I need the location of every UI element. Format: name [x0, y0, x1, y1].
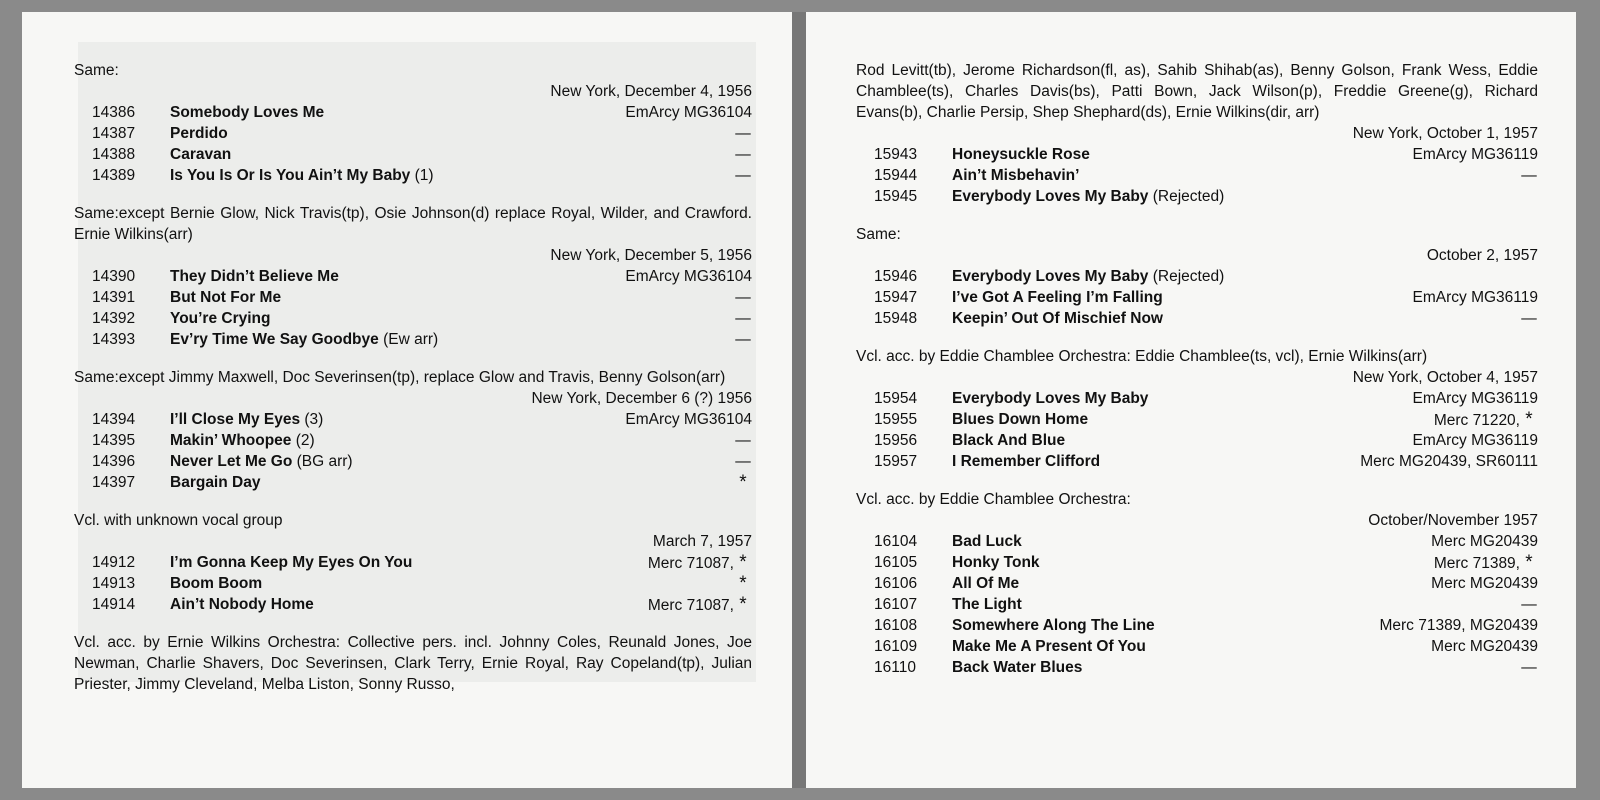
session-header: Same:except Jimmy Maxwell, Doc Severinsen(tp), replace Glow and Travis, Benny Golson(arr) — [74, 369, 726, 386]
matrix-number: 14912 — [92, 554, 136, 571]
track-title: Boom Boom — [170, 575, 263, 592]
book-spine — [792, 12, 806, 788]
track-row — [856, 451, 1538, 472]
track-title: Honky Tonk — [952, 554, 1040, 571]
issue-info — [1413, 144, 1538, 165]
track-title: Honeysuckle Rose — [952, 146, 1090, 163]
track-title-group — [952, 531, 1022, 552]
session-block — [74, 203, 752, 350]
track-title-group — [170, 594, 314, 615]
issue-info — [734, 472, 752, 494]
track-title-group — [952, 144, 1090, 165]
track-title: The Light — [952, 596, 1022, 613]
right-page — [806, 12, 1576, 788]
same-issue-dash: — — [735, 310, 751, 327]
issue-info — [734, 430, 752, 451]
track-title: Makin’ Whoopee — [170, 432, 292, 449]
track-title-group — [952, 451, 1100, 472]
track-title-group — [952, 409, 1088, 430]
track-title-group — [170, 409, 323, 430]
matrix-number: 15946 — [874, 268, 918, 285]
track-title: Never Let Me Go — [170, 453, 293, 470]
session-place-date: New York, December 4, 1956 — [550, 83, 752, 100]
track-title-group — [170, 329, 438, 350]
issue-info — [1434, 552, 1538, 574]
track-row — [74, 144, 752, 165]
track-title-group — [170, 144, 231, 165]
issue-catalog: EmArcy MG36104 — [625, 104, 752, 121]
track-title: Keepin’ Out Of Mischief Now — [952, 310, 1163, 327]
track-row — [74, 451, 752, 472]
matrix-number: 15957 — [874, 453, 918, 470]
session-header: Vcl. acc. by Eddie Chamblee Orchestra: — [856, 491, 1131, 508]
issue-info — [648, 552, 752, 574]
session-header: Same:except Bernie Glow, Nick Travis(tp), Osie Johnson(d) replace Royal, Wilder, and Crawford. Ernie Wilkins(arr) — [74, 205, 752, 243]
same-issue-dash: — — [735, 146, 751, 163]
track-title: Black And Blue — [952, 432, 1066, 449]
track-title: But Not For Me — [170, 289, 282, 306]
left-page — [22, 12, 792, 788]
track-title: Everybody Loves My Baby — [952, 390, 1149, 407]
matrix-number: 15954 — [874, 390, 918, 407]
issue-info — [1434, 409, 1538, 431]
matrix-number: 14393 — [92, 331, 136, 348]
track-title-group — [952, 552, 1040, 573]
track-title-group — [170, 472, 260, 493]
session-header: Vcl. with unknown vocal group — [74, 512, 283, 529]
matrix-number: 15948 — [874, 310, 918, 327]
matrix-number: 14396 — [92, 453, 136, 470]
track-title: Somewhere Along The Line — [952, 617, 1155, 634]
track-title-group — [170, 308, 270, 329]
issue-info — [734, 329, 752, 350]
session-place-date: March 7, 1957 — [652, 533, 752, 550]
same-issue-dash: — — [1521, 596, 1537, 613]
session-block — [856, 346, 1538, 472]
issue-info — [1413, 287, 1538, 308]
track-title: Ain’t Misbehavin’ — [952, 167, 1080, 184]
same-issue-dash: — — [735, 331, 751, 348]
track-title-group — [170, 102, 324, 123]
track-title: I’m Gonna Keep My Eyes On You — [170, 554, 413, 571]
track-title: Back Water Blues — [952, 659, 1083, 676]
issue-info — [1379, 615, 1538, 636]
matrix-number: 15943 — [874, 146, 918, 163]
issue-catalog: Merc 71087, — [647, 555, 734, 572]
issue-info — [734, 165, 752, 186]
track-title: Ain’t Nobody Home — [170, 596, 314, 613]
track-row — [856, 388, 1538, 409]
session-block — [856, 60, 1538, 207]
issue-info — [1520, 308, 1538, 329]
track-title-group — [952, 657, 1082, 678]
track-row — [74, 123, 752, 144]
track-row — [856, 636, 1538, 657]
track-row — [74, 472, 752, 493]
track-row — [856, 409, 1538, 430]
track-row — [856, 186, 1538, 207]
session-block — [74, 60, 752, 186]
track-row — [856, 165, 1538, 186]
matrix-number: 15944 — [874, 167, 918, 184]
issue-catalog: EmArcy MG36104 — [625, 268, 752, 285]
matrix-number: 14392 — [92, 310, 136, 327]
session-block — [74, 510, 752, 615]
track-title-group — [952, 573, 1019, 594]
issue-info — [625, 266, 752, 287]
matrix-number: 16106 — [874, 575, 918, 592]
track-row — [74, 552, 752, 573]
session-place-date: October 2, 1957 — [1426, 247, 1538, 264]
matrix-number: 15947 — [874, 289, 918, 306]
issue-info — [1520, 657, 1538, 678]
track-title: Bargain Day — [170, 474, 261, 491]
issue-catalog: Merc MG20439, SR60111 — [1360, 453, 1538, 470]
issue-info — [734, 123, 752, 144]
track-row — [74, 266, 752, 287]
session-place-date: New York, December 6 (?) 1956 — [531, 390, 752, 407]
matrix-number: 15955 — [874, 411, 918, 428]
session-place-date: New York, December 5, 1956 — [550, 247, 752, 264]
issue-catalog: EmArcy MG36104 — [625, 411, 752, 428]
matrix-number: 16108 — [874, 617, 918, 634]
track-title: Somebody Loves Me — [170, 104, 325, 121]
track-row — [74, 308, 752, 329]
session-place-date: October/November 1957 — [1368, 512, 1538, 529]
track-title-group — [952, 266, 1224, 287]
session-header: Same: — [856, 226, 901, 243]
session-block — [856, 224, 1538, 329]
session-block — [74, 367, 752, 493]
issue-info — [625, 409, 752, 430]
matrix-number: 16105 — [874, 554, 918, 571]
track-title: I’ve Got A Feeling I’m Falling — [952, 289, 1163, 306]
matrix-number: 14389 — [92, 167, 136, 184]
issue-catalog: EmArcy MG36119 — [1412, 432, 1538, 449]
session-place-date: New York, October 1, 1957 — [1352, 125, 1538, 142]
track-row — [856, 573, 1538, 594]
session-block — [74, 632, 752, 695]
track-row — [74, 573, 752, 594]
track-note: (Ew arr) — [378, 331, 439, 348]
unissued-mark: * — [1525, 409, 1533, 430]
track-title-group — [952, 287, 1163, 308]
matrix-number: 14390 — [92, 268, 136, 285]
track-note: (Rejected) — [1148, 188, 1225, 205]
matrix-number: 16104 — [874, 533, 918, 550]
track-title-group — [952, 388, 1148, 409]
matrix-number: 16109 — [874, 638, 918, 655]
session-block — [856, 489, 1538, 678]
matrix-number: 14397 — [92, 474, 136, 491]
track-row — [856, 657, 1538, 678]
issue-info — [734, 144, 752, 165]
track-row — [74, 409, 752, 430]
same-issue-dash: — — [1521, 167, 1537, 184]
track-note: (Rejected) — [1148, 268, 1225, 285]
track-title: Perdido — [170, 125, 228, 142]
track-row — [856, 287, 1538, 308]
track-row — [856, 308, 1538, 329]
issue-info — [648, 594, 752, 616]
track-title: All Of Me — [952, 575, 1020, 592]
session-header: Vcl. acc. by Ernie Wilkins Orchestra: Collective pers. incl. Johnny Coles, Reunald Jones, Joe Newman, Charlie Shavers, Doc Severinsen, Clark Terry, Ernie Royal, Ray Copeland(tp), Julian Priester, Jimmy Cleveland, Melba Liston, Sonny Russo, — [74, 634, 752, 693]
issue-catalog: EmArcy MG36119 — [1412, 390, 1538, 407]
matrix-number: 14387 — [92, 125, 136, 142]
track-title: You’re Crying — [170, 310, 271, 327]
track-note: (2) — [291, 432, 315, 449]
matrix-number: 14386 — [92, 104, 136, 121]
track-row — [856, 552, 1538, 573]
issue-info — [1431, 636, 1538, 657]
issue-info — [734, 573, 752, 595]
issue-info — [734, 308, 752, 329]
issue-catalog: Merc 71389, — [1433, 555, 1520, 572]
left-text-column — [74, 60, 752, 712]
track-title-group — [170, 552, 412, 573]
matrix-number: 16110 — [874, 659, 916, 676]
matrix-number: 14394 — [92, 411, 136, 428]
issue-info — [734, 451, 752, 472]
unissued-mark: * — [739, 594, 747, 615]
issue-catalog: Merc MG20439 — [1431, 533, 1538, 550]
track-note: (3) — [300, 411, 324, 428]
issue-info — [625, 102, 752, 123]
track-title-group — [170, 430, 315, 451]
track-row — [856, 531, 1538, 552]
track-row — [856, 615, 1538, 636]
track-title: I’ll Close My Eyes — [170, 411, 301, 428]
track-title: Everybody Loves My Baby — [952, 188, 1149, 205]
matrix-number: 15945 — [874, 188, 918, 205]
issue-info — [1520, 594, 1538, 615]
matrix-number: 14388 — [92, 146, 136, 163]
issue-info — [1431, 531, 1538, 552]
session-header: Same: — [74, 62, 119, 79]
track-row — [856, 266, 1538, 287]
track-row — [74, 287, 752, 308]
track-title-group — [952, 186, 1224, 207]
issue-info — [1360, 451, 1538, 472]
track-note: (BG arr) — [292, 453, 353, 470]
track-title: Blues Down Home — [952, 411, 1089, 428]
issue-catalog: EmArcy MG36119 — [1412, 289, 1538, 306]
track-title: Bad Luck — [952, 533, 1022, 550]
same-issue-dash: — — [735, 167, 751, 184]
issue-catalog: Merc 71087, — [647, 597, 734, 614]
track-title: Caravan — [170, 146, 232, 163]
track-title: I Remember Clifford — [952, 453, 1101, 470]
unissued-mark: * — [739, 552, 747, 573]
issue-catalog: EmArcy MG36119 — [1412, 146, 1538, 163]
track-title-group — [952, 594, 1022, 615]
track-title-group — [170, 451, 353, 472]
track-title: Make Me A Present Of You — [952, 638, 1146, 655]
track-title-group — [170, 573, 262, 594]
session-header: Rod Levitt(tb), Jerome Richardson(fl, as), Sahib Shihab(as), Benny Golson, Frank Wess, Eddie Chamblee(ts), Charles Davis(bs), Patti Bown, Jack Wilson(p), Freddie Greene(g), Richard Evans(b), Charlie Persip, Shep Shephard(ds), Ernie Wilkins(dir, arr) — [856, 62, 1538, 121]
issue-info — [1520, 165, 1538, 186]
track-title-group — [170, 287, 281, 308]
same-issue-dash: — — [735, 432, 751, 449]
track-title-group — [170, 123, 228, 144]
issue-info — [1413, 430, 1538, 451]
track-row — [74, 594, 752, 615]
issue-catalog: Merc MG20439 — [1431, 638, 1538, 655]
right-text-column — [856, 60, 1538, 695]
track-title-group — [952, 165, 1079, 186]
track-title-group — [170, 165, 434, 186]
unissued-mark: * — [1525, 552, 1533, 573]
issue-catalog: Merc MG20439 — [1431, 575, 1538, 592]
track-row — [74, 165, 752, 186]
matrix-number: 14395 — [92, 432, 136, 449]
track-title: Everybody Loves My Baby — [952, 268, 1149, 285]
track-row — [74, 102, 752, 123]
unissued-mark: * — [739, 573, 747, 594]
track-title-group — [952, 430, 1065, 451]
matrix-number: 14391 — [92, 289, 136, 306]
track-title: They Didn’t Believe Me — [170, 268, 339, 285]
track-title-group — [952, 308, 1163, 329]
track-title-group — [952, 636, 1146, 657]
track-row — [856, 594, 1538, 615]
issue-catalog: Merc 71220, — [1433, 412, 1520, 429]
track-title: Is You Is Or Is You Ain’t My Baby — [170, 167, 411, 184]
same-issue-dash: — — [735, 453, 751, 470]
same-issue-dash: — — [1521, 310, 1537, 327]
issue-info — [1431, 573, 1538, 594]
matrix-number: 14913 — [92, 575, 136, 592]
unissued-mark: * — [739, 472, 747, 493]
track-note: (1) — [410, 167, 434, 184]
session-place-date: New York, October 4, 1957 — [1352, 369, 1538, 386]
track-title: Ev’ry Time We Say Goodbye — [170, 331, 379, 348]
session-header: Vcl. acc. by Eddie Chamblee Orchestra: Eddie Chamblee(ts, vcl), Ernie Wilkins(arr) — [856, 348, 1428, 365]
same-issue-dash: — — [735, 125, 751, 142]
track-title-group — [952, 615, 1155, 636]
same-issue-dash: — — [735, 289, 751, 306]
track-row — [856, 430, 1538, 451]
issue-catalog: Merc 71389, MG20439 — [1379, 617, 1538, 634]
track-row — [74, 329, 752, 350]
issue-info — [1413, 388, 1538, 409]
matrix-number: 14914 — [92, 596, 136, 613]
track-title-group — [170, 266, 339, 287]
same-issue-dash: — — [1521, 659, 1537, 676]
issue-info — [734, 287, 752, 308]
matrix-number: 16107 — [874, 596, 918, 613]
track-row — [856, 144, 1538, 165]
matrix-number: 15956 — [874, 432, 918, 449]
track-row — [74, 430, 752, 451]
